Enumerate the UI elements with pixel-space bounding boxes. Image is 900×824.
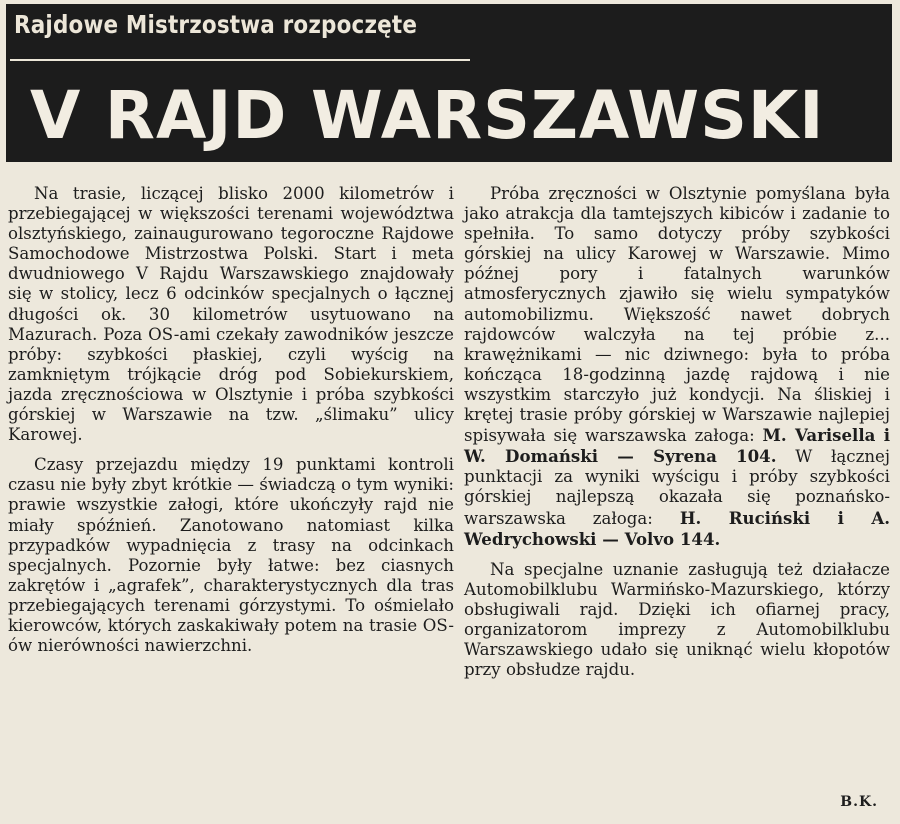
paragraph-checkpoints: Czasy przejazdu między 19 punktami kontroli czasu nie były zbyt krótkie — świadczą o tym wyniki: prawie wszystkie załogi, które ukończyły rajd nie miały spóźnień. Zanotowano natomiast kilka przypadków wypadnięcia z trasy na odcinkach specjalnych. Pozornie były łatwe: bez ciasnych zakrętów i „agrafek”, charakterystycznych dla tras przebiegających terenami górzystymi. To ośmielało kierowców, których zaskakiwały potem na trasie OS-ów nierówności nawierzchni. — [8, 455, 454, 656]
headline-banner — [6, 4, 892, 162]
article-headline: V RAJD WARSZAWSKI — [30, 77, 825, 154]
article-column-left — [8, 184, 454, 656]
results-text-start: Próba zręczności w Olsztynie pomyślana była jako atrakcja dla tamtejszych kibiców i zadanie to spełniła. To samo dotyczy próby szybkości górskiej na ulicy Karowej w Warszawie. Mimo późnej pory i fatalnych warunków atmosferycznych zjawiło się wielu sympatyków automobilizmu. Większość nawet dobrych rajdowców walczyła na tej próbie z... krawężnikami — nic dziwnego: była to próba kończąca 18-godzinną jazdę rajdową i nie wszystkim starczyło już kondycji. Na śliskiej i krętej trasie próby górskiej w Warszawie najlepiej spisywała się warszawska załoga: — [464, 184, 890, 446]
article-column-right — [464, 184, 890, 680]
winning-crew-overall: H. Ruciński i A. Wedrychowski — Volvo 144. — [464, 507, 890, 549]
paragraph-organizers: Na specjalne uznanie zasługują też działacze Automobilklubu Warmińsko-Mazurskiego, którzy obsługiwali rajd. Dzięki ich ofiarnej pracy, organizatorom imprezy z Automobilklubu Warszawskiego udało się uniknąć wielu kłopotów przy obsłudze rajdu. — [464, 559, 890, 680]
paragraph-rally-route: Na trasie, liczącej blisko 2000 kilometrów i przebiegającej w większości terenami województwa olsztyńskiego, zainaugurowano tegoroczne Rajdowe Samochodowe Mistrzostwa Polski. Start i meta dwudniowego V Rajdu Warszawskiego znajdowały się w stolicy, lecz 6 odcinków specjalnych o łącznej długości ok. 30 kilometrów usytuowano na Mazurach. Poza OS-ami czekały zawodników jeszcze próby: szybkości płaskiej, czyli wyścig na zamkniętym trójkącie dróg pod Sobiekurskiem, jazda zręcznościowa w Olsztynie i próba szybkości górskiej w Warszawie na tzw. „ślimaku” ulicy Karowej. — [8, 184, 454, 445]
results-text-mid: W łącznej punktacji za wyniki wyścigu i próby szybkości górskiej najlepszą okazała się poznańsko-warszawska załoga: — [464, 447, 890, 528]
kicker-title: Rajdowe Mistrzostwa rozpoczęte — [14, 10, 418, 39]
winning-crew-karowa: M. Varisella i W. Domański — Syrena 104. — [464, 425, 890, 467]
author-signature: B.K. — [840, 794, 878, 810]
kicker-underline — [10, 59, 470, 61]
paragraph-results — [464, 184, 890, 550]
